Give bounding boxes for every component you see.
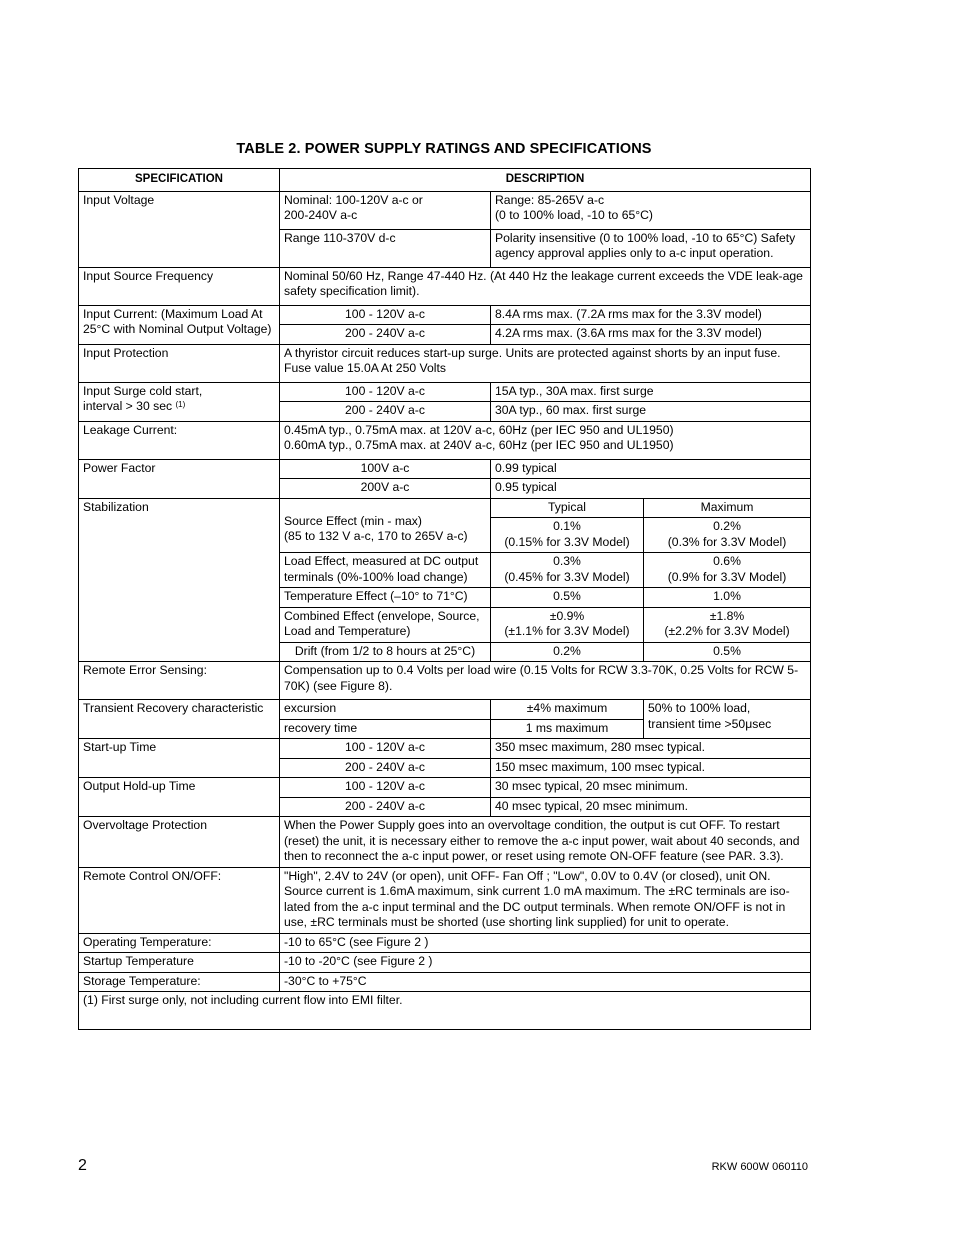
row-label: Overvoltage Protection: [79, 817, 280, 868]
table-cell: ±4% maximum: [491, 700, 644, 720]
table-cell: recovery time: [280, 719, 491, 739]
table-cell: 40 msec typical, 20 msec minimum.: [491, 797, 811, 817]
cell-text: (0.9% for 3.3V Model): [667, 569, 787, 584]
table-row: [79, 817, 811, 868]
table-row: [79, 778, 811, 798]
table-cell: 0.99 typical: [491, 459, 811, 479]
row-label: Input Voltage: [79, 191, 280, 267]
table-cell: 100 - 120V a-c: [280, 778, 491, 798]
table-cell: 100V a-c: [280, 459, 491, 479]
table-cell: 200 - 240V a-c: [280, 797, 491, 817]
row-label: Operating Temperature:: [79, 933, 280, 953]
table-cell: [644, 553, 811, 588]
cell-text: 0.60mA typ., 0.75mA max. at 240V a-c, 60Hz (per IEC 950 and UL1950): [284, 438, 674, 452]
table-cell: [280, 191, 491, 229]
table-cell: 0.5%: [644, 642, 811, 662]
table-cell: "High", 2.4V to 24V (or open), unit OFF- Fan Off ; "Low", 0.0V to 0.4V (or closed), unit ON. Source current is 1.6mA maximum, sink current 1.0 mA maximum. The ±RC terminals are iso-lated from the a-c input terminal and the DC output terminals. When remote ON/OFF is not in use, ±RC terminals must be shorted (use shorting link supplied) for unit to operate.: [280, 867, 811, 933]
cell-text: Load Effect, measured at DC output: [284, 554, 479, 568]
cell-text: ±0.9%: [549, 608, 585, 623]
row-label: Start-up Time: [79, 739, 280, 778]
table-cell: [280, 344, 811, 382]
page-number: 2: [78, 1157, 87, 1174]
table-cell: [644, 607, 811, 642]
row-label: Power Factor: [79, 459, 280, 498]
row-label: Input Source Frequency: [79, 267, 280, 305]
cell-text: ±1.8%: [709, 608, 745, 623]
cell-text: 0.6%: [713, 554, 741, 568]
table-cell: 200 - 240V a-c: [280, 402, 491, 422]
table-cell: Polarity insensitive (0 to 100% load, -10 to 65°C) Safety agency approval applies only to a-c input operation.: [491, 229, 811, 267]
row-label: Input Protection: [79, 344, 280, 382]
table-row: [79, 305, 811, 325]
table-cell: [280, 498, 491, 553]
table-cell: 15A typ., 30A max. first surge: [491, 382, 811, 402]
table-row: [79, 191, 811, 229]
cell-text: (±1.1% for 3.3V Model): [504, 624, 630, 638]
cell-text: 200-240V a-c: [284, 208, 358, 222]
cell-text: 50% to 100% load,: [648, 701, 751, 715]
cell-text: terminals (0%-100% load change): [284, 569, 468, 584]
cell-text: Source Effect (min - max): [284, 513, 422, 528]
table-cell: 200V a-c: [280, 479, 491, 499]
cell-text: A thyristor circuit reduces start-up surge. Units are protected against shorts by an input fuse.: [284, 345, 781, 360]
row-label: Transient Recovery characteristic: [79, 700, 280, 739]
table-cell: 100 - 120V a-c: [280, 382, 491, 402]
table-cell: -10 to 65°C (see Figure 2 ): [280, 933, 811, 953]
cell-text: Input Surge cold start,: [83, 383, 203, 398]
table-cell: [280, 553, 491, 588]
table-row: [79, 867, 811, 933]
table-cell: Typical: [491, 498, 644, 518]
row-label: Stabilization: [79, 498, 280, 662]
table-row: [79, 972, 811, 992]
cell-text: Combined Effect (envelope, Source,: [284, 608, 480, 623]
table-cell: excursion: [280, 700, 491, 720]
table-cell: 100 - 120V a-c: [280, 739, 491, 759]
cell-text: (0.3% for 3.3V Model): [667, 534, 787, 549]
table-cell: Range 110-370V d-c: [280, 229, 491, 267]
table-cell: [644, 700, 811, 739]
document-id: RKW 600W 060110: [711, 1161, 808, 1173]
table-row: [79, 739, 811, 759]
footnote-row: [79, 992, 811, 1030]
table-cell: [491, 518, 644, 553]
table-cell: 150 msec maximum, 100 msec typical.: [491, 758, 811, 778]
footnote: (1) First surge only, not including current flow into EMI filter.: [79, 992, 811, 1030]
table-cell: 1.0%: [644, 588, 811, 608]
cell-text: transient time >50μsec: [648, 716, 772, 731]
table-row: [79, 933, 811, 953]
cell-text: Load and Temperature): [284, 624, 411, 638]
spec-table: [78, 168, 811, 1030]
row-label: Remote Control ON/OFF:: [79, 867, 280, 933]
table-cell: [280, 421, 811, 459]
cell-text: 0.2%: [713, 519, 741, 533]
cell-text: 0.1%: [553, 519, 581, 533]
table-cell: Temperature Effect (–10° to 71°C): [280, 588, 491, 608]
table-cell: 0.95 typical: [491, 479, 811, 499]
table-cell: 1 ms maximum: [491, 719, 644, 739]
cell-text: (0 to 100% load, -10 to 65°C): [495, 208, 653, 222]
table-cell: 200 - 240V a-c: [280, 325, 491, 345]
footnote-mark: (1): [175, 400, 186, 409]
table-cell: [644, 518, 811, 553]
table-cell: Nominal 50/60 Hz, Range 47-440 Hz. (At 440 Hz the leakage current exceeds the VDE leak-age safety specification limit).: [280, 267, 811, 305]
table-cell: -10 to -20°C (see Figure 2 ): [280, 953, 811, 973]
cell-text: 0.45mA typ., 0.75mA max. at 120V a-c, 60Hz (per IEC 950 and UL1950): [284, 422, 674, 437]
table-cell: 0.2%: [491, 642, 644, 662]
col-header-spec: SPECIFICATION: [79, 169, 280, 192]
table-cell: [491, 191, 811, 229]
header-row: [79, 169, 811, 192]
table-title: TABLE 2. POWER SUPPLY RATINGS AND SPECIFICATIONS: [236, 141, 652, 157]
table-row: [79, 498, 811, 518]
cell-text: Range: 85-265V a-c: [495, 192, 605, 207]
cell-text: interval > 30 sec: [83, 399, 173, 413]
row-label: Leakage Current:: [79, 421, 280, 459]
row-label: Input Current: (Maximum Load At 25°C with Nominal Output Voltage): [79, 305, 280, 344]
table-cell: [491, 607, 644, 642]
table-cell: Drift (from 1/2 to 8 hours at 25°C): [280, 642, 491, 662]
table-cell: 8.4A rms max. (7.2A rms max for the 3.3V model): [491, 305, 811, 325]
row-label: Remote Error Sensing:: [79, 662, 280, 700]
cell-text: (0.45% for 3.3V Model): [504, 569, 630, 584]
table-cell: [280, 607, 491, 642]
table-cell: 350 msec maximum, 280 msec typical.: [491, 739, 811, 759]
table-cell: 30A typ., 60 max. first surge: [491, 402, 811, 422]
cell-text: (0.15% for 3.3V Model): [504, 534, 630, 549]
cell-text: 0.3%: [553, 554, 581, 568]
table-row: [79, 953, 811, 973]
table-row: [79, 662, 811, 700]
table-row: [79, 267, 811, 305]
table-cell: -30°C to +75°C: [280, 972, 811, 992]
table-cell: 100 - 120V a-c: [280, 305, 491, 325]
table-row: [79, 421, 811, 459]
row-label: [79, 382, 280, 421]
cell-text: (±2.2% for 3.3V Model): [664, 624, 790, 638]
table-row: [79, 382, 811, 402]
cell-text: Fuse value 15.0A At 250 Volts: [284, 361, 446, 375]
table-cell: [491, 553, 644, 588]
cell-text: Nominal: 100-120V a-c or: [284, 192, 423, 207]
table-row: [79, 459, 811, 479]
table-row: [79, 344, 811, 382]
table-cell: Maximum: [644, 498, 811, 518]
table-cell: 0.5%: [491, 588, 644, 608]
table-cell: When the Power Supply goes into an overvoltage condition, the output is cut OFF. To restart (reset) the unit, it is necessary either to remove the a-c input power, wait about 40 seconds, and then to reconnect the a-c input power, or reset using remote ON-OFF feature (see PAR. 3.3).: [280, 817, 811, 868]
row-label: Startup Temperature: [79, 953, 280, 973]
table-cell: 30 msec typical, 20 msec minimum.: [491, 778, 811, 798]
row-label: Output Hold-up Time: [79, 778, 280, 817]
table-cell: Compensation up to 0.4 Volts per load wire (0.15 Volts for RCW 3.3-70K, 0.25 Volts for RCW 5-70K) (see Figure 8).: [280, 662, 811, 700]
table-row: [79, 700, 811, 720]
table-cell: 4.2A rms max. (3.6A rms max for the 3.3V model): [491, 325, 811, 345]
table-cell: 200 - 240V a-c: [280, 758, 491, 778]
cell-text: (85 to 132 V a-c, 170 to 265V a-c): [284, 529, 468, 544]
row-label: Storage Temperature:: [79, 972, 280, 992]
col-header-desc: DESCRIPTION: [280, 169, 811, 192]
